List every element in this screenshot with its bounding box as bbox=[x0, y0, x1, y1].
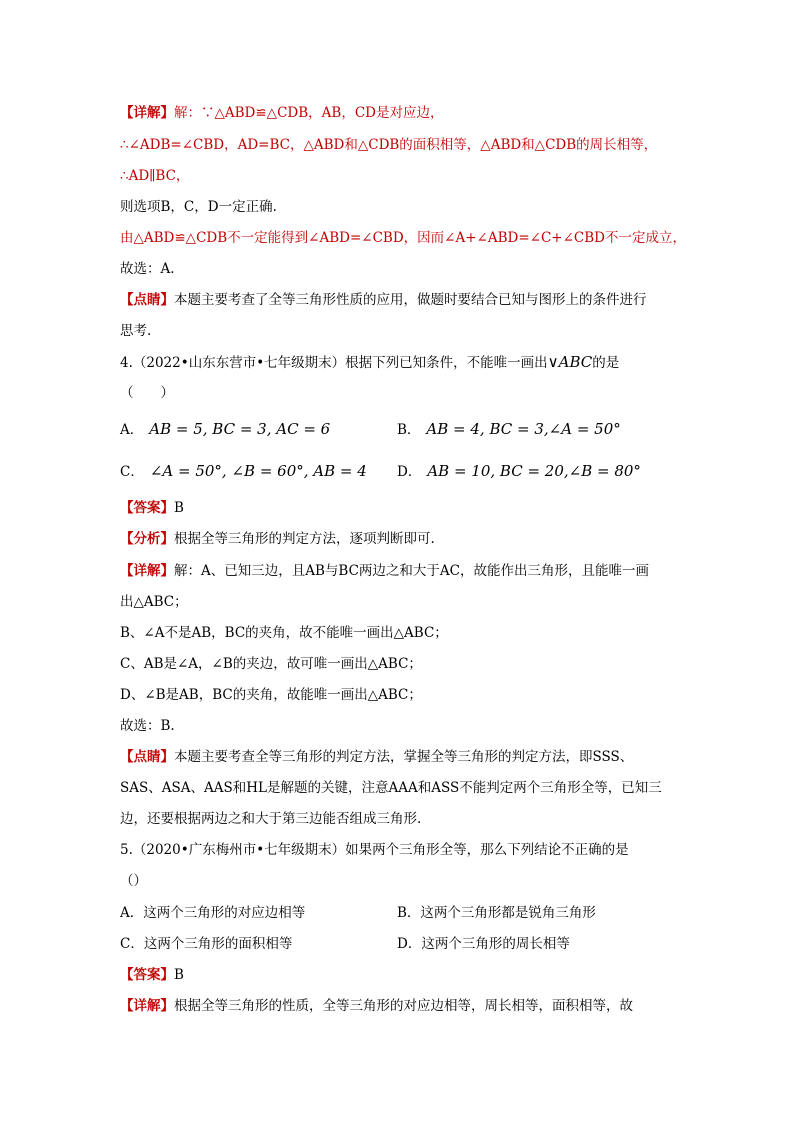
option-text: 这两个三角形的周长相等 bbox=[421, 936, 570, 952]
option-text: 这两个三角形的对应边相等 bbox=[143, 905, 306, 921]
answer-value: B bbox=[174, 967, 184, 983]
q4-analysis bbox=[120, 529, 435, 549]
q4-option-b bbox=[397, 419, 621, 440]
q3-detail-line-6: 故选：A. bbox=[120, 261, 175, 277]
q3-detail-line-2: ∴∠ADB=∠CBD，AD=BC，△ABD和△CDB的面积相等，△ABD和△CDB的周长相等， bbox=[120, 137, 658, 153]
q4-note-line-3: 边，还要根据两边之和大于第三边能否组成三角形. bbox=[120, 811, 422, 827]
option-letter: A． bbox=[120, 422, 144, 438]
detail-tag: 【详解】 bbox=[120, 563, 174, 579]
q4-note-line-2: SAS、ASA、AAS和HL是解题的关键，注意AAA和ASS不能判定两个三角形全等，已知三 bbox=[120, 780, 662, 796]
option-letter: C． bbox=[120, 936, 144, 952]
q4-option-c bbox=[120, 461, 367, 482]
option-text: 这两个三角形都是锐角三角形 bbox=[420, 905, 596, 921]
analysis-tag: 【分析】 bbox=[120, 531, 174, 547]
q4-stem-math: ∨ABC bbox=[547, 353, 593, 371]
q4-stem-text: 4.（2022•山东东营市•七年级期末）根据下列已知条件，不能唯一画出 bbox=[120, 355, 548, 371]
detail-text: 解：∵△ABD≌△CDB，AB，CD是对应边， bbox=[174, 105, 444, 121]
q4-stem bbox=[120, 352, 619, 373]
q5-answer-paren: （） bbox=[120, 873, 147, 889]
q4-option-a bbox=[120, 419, 330, 440]
option-math: AB = 4, BC = 3,∠A = 50° bbox=[426, 420, 621, 438]
q3-note-line-1 bbox=[120, 290, 647, 310]
q5-option-c bbox=[120, 934, 292, 954]
detail-tag: 【详解】 bbox=[120, 998, 174, 1014]
option-letter: B． bbox=[397, 422, 421, 438]
detail-tag: 【详解】 bbox=[120, 105, 174, 121]
q3-detail-line-5: 由△ABD≌△CDB不一定能得到∠ABD=∠CBD，因而∠A+∠ABD=∠C+∠CBD不一定成立， bbox=[120, 230, 686, 246]
option-letter: C． bbox=[120, 464, 144, 480]
answer-value: B bbox=[174, 500, 184, 516]
q4-detail-line-1 bbox=[120, 561, 649, 581]
note-tag: 【点睛】 bbox=[120, 749, 174, 765]
q4-note-line-1 bbox=[120, 747, 633, 767]
option-letter: D． bbox=[397, 464, 422, 480]
q5-option-d bbox=[397, 934, 570, 954]
q3-detail-line-4: 则选项B，C，D一定正确. bbox=[120, 199, 277, 215]
q4-detail-line-3: B、∠A不是AB，BC的夹角，故不能唯一画出△ABC； bbox=[120, 625, 448, 641]
q4-detail-line-6: 故选：B. bbox=[120, 718, 175, 734]
option-letter: D． bbox=[397, 936, 422, 952]
q3-detail-line-1 bbox=[120, 103, 443, 123]
q4-detail-line-2: 出△ABC； bbox=[120, 594, 188, 610]
q4-stem-end: 的是 bbox=[592, 355, 620, 371]
option-letter: B． bbox=[397, 905, 421, 921]
option-text: 这两个三角形的面积相等 bbox=[143, 936, 293, 952]
note-text: 本题主要考查了全等三角形性质的应用，做题时要结合已知与图形上的条件进行 bbox=[174, 292, 647, 308]
q5-stem: 5.（2020•广东梅州市•七年级期末）如果两个三角形全等，那么下列结论不正确的是 bbox=[120, 842, 629, 858]
option-math: ∠A = 50°, ∠B = 60°, AB = 4 bbox=[149, 462, 367, 480]
note-text: 本题主要考查全等三角形的判定方法，掌握全等三角形的判定方法，即SSS、 bbox=[174, 749, 634, 765]
q4-detail-line-4: C、AB是∠A，∠B的夹边，故可唯一画出△ABC； bbox=[120, 656, 422, 672]
q3-detail-line-3: ∴AD∥BC， bbox=[120, 168, 190, 184]
answer-tag: 【答案】 bbox=[120, 967, 174, 983]
analysis-text: 根据全等三角形的判定方法，逐项判断即可. bbox=[174, 531, 435, 547]
detail-text: 解：A、已知三边，且AB与BC两边之和大于AC，故能作出三角形，且能唯一画 bbox=[174, 563, 649, 579]
q4-answer-paren: （ ） bbox=[120, 385, 174, 401]
q4-option-d bbox=[397, 461, 641, 482]
option-math: AB = 5, BC = 3, AC = 6 bbox=[149, 420, 331, 438]
q3-note-line-2: 思考. bbox=[120, 323, 152, 339]
q5-option-a bbox=[120, 903, 305, 923]
answer-tag: 【答案】 bbox=[120, 500, 174, 516]
q4-answer bbox=[120, 498, 184, 518]
q5-detail-line-1 bbox=[120, 996, 633, 1016]
note-tag: 【点睛】 bbox=[120, 292, 174, 308]
detail-text: 根据全等三角形的性质，全等三角形的对应边相等，周长相等，面积相等，故 bbox=[174, 998, 633, 1014]
q4-detail-line-5: D、∠B是AB，BC的夹角，故能唯一画出△ABC； bbox=[120, 687, 422, 703]
q5-answer bbox=[120, 965, 184, 985]
q5-option-b bbox=[397, 903, 596, 923]
option-math: AB = 10, BC = 20,∠B = 80° bbox=[427, 462, 641, 480]
option-letter: A． bbox=[120, 905, 144, 921]
